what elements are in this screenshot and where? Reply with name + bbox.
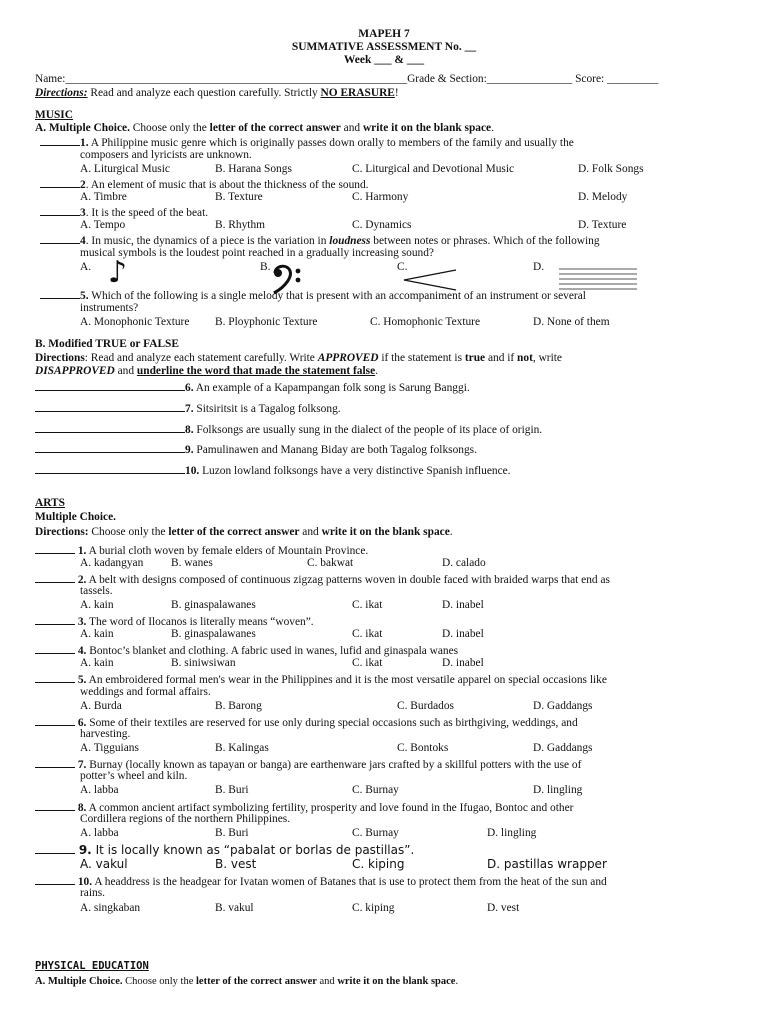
music-q5 bbox=[40, 288, 586, 303]
pe-a-text2: and bbox=[316, 976, 338, 987]
arts-q2-opt-d: D. inabel bbox=[442, 599, 484, 611]
directions-text: Read and analyze each question carefully. Strictly bbox=[87, 87, 321, 99]
disapproved-word: DISAPPROVED bbox=[35, 365, 115, 377]
arts-q2-opt-a: A. kain bbox=[80, 599, 114, 611]
tf-number: 10. bbox=[185, 465, 200, 477]
q-text: A burial cloth woven by female elders of Mountain Province. bbox=[86, 545, 369, 557]
q-text: Some of their textiles are reserved for use only during special occasions such as birthgiving, weddings, and bbox=[86, 717, 578, 729]
q-text: . In music, the dynamics of a piece is the variation in bbox=[85, 235, 330, 247]
answer-blank[interactable] bbox=[35, 672, 75, 683]
arts-q5-cont: weddings and formal affairs. bbox=[80, 686, 211, 698]
q-emph: loudness bbox=[329, 235, 371, 247]
arts-q6-opt-c: C. Bontoks bbox=[397, 742, 449, 754]
tf-text: Sitsiritsit is a Tagalog folksong. bbox=[193, 403, 341, 415]
arts-dir-bold1: letter of the correct answer bbox=[168, 526, 300, 538]
true-word: true bbox=[464, 352, 486, 364]
music-q3-opt-a: A. Tempo bbox=[80, 219, 126, 231]
tf-text: An example of a Kapampangan folk song is Sarung Banggi. bbox=[193, 382, 470, 394]
music-q5-opt-a: A. Monophonic Texture bbox=[80, 316, 190, 328]
eighth-note-icon: ♪ bbox=[108, 255, 128, 290]
music-part-b-directions bbox=[35, 352, 562, 365]
part-a-end: . bbox=[491, 122, 494, 134]
arts-q7-cont: potter’s wheel and kiln. bbox=[80, 770, 188, 782]
b-dir-label: Directions bbox=[35, 352, 85, 364]
answer-blank[interactable] bbox=[35, 874, 75, 885]
music-q1-opt-a: A. Liturgical Music bbox=[80, 163, 170, 175]
music-q1-opt-d: D. Folk Songs bbox=[578, 163, 644, 175]
answer-blank[interactable] bbox=[35, 422, 185, 433]
music-q1-opt-b: B. Harana Songs bbox=[215, 163, 292, 175]
answer-blank[interactable] bbox=[40, 177, 80, 188]
music-q3 bbox=[40, 205, 208, 220]
directions-label: Directions: bbox=[35, 87, 88, 99]
q-number: 1. bbox=[80, 137, 89, 149]
pe-a-bold2: write it on the blank space bbox=[337, 976, 456, 987]
arts-q5-opt-d: D. Gaddangs bbox=[533, 700, 593, 712]
arts-dir-end: . bbox=[449, 526, 453, 538]
arts-q4-opt-c: C. ikat bbox=[352, 657, 383, 669]
pe-part-a-directions bbox=[35, 975, 458, 988]
music-q4-opt-c: C. bbox=[397, 261, 408, 273]
tf-item-10 bbox=[35, 463, 511, 478]
tf-number: 8. bbox=[185, 424, 194, 436]
part-a-text2: and bbox=[340, 122, 363, 134]
tf-text: Pamulinawen and Manang Biday are both Tagalog folksongs. bbox=[193, 444, 477, 456]
q-text: A common ancient artifact symbolizing fertility, prosperity and love found in the Ifugao, Bontoc and other bbox=[86, 802, 574, 814]
arts-dir-bold2: write it on the blank space bbox=[321, 526, 450, 538]
pe-title: PHYSICAL EDUCATION bbox=[35, 960, 149, 972]
arts-q6-opt-a: A. Tigguians bbox=[80, 742, 139, 754]
answer-blank[interactable] bbox=[40, 205, 80, 216]
arts-q6-cont: harvesting. bbox=[80, 728, 131, 740]
arts-q2 bbox=[35, 572, 610, 587]
answer-blank[interactable] bbox=[35, 643, 75, 654]
q-text: A belt with designs composed of continuous zigzag patterns woven in double faced with braided warps that end as bbox=[86, 574, 610, 586]
music-q5-cont: instruments? bbox=[80, 302, 139, 314]
q-number: 10. bbox=[77, 876, 93, 888]
music-q1 bbox=[40, 135, 574, 150]
q-number: 5. bbox=[80, 290, 89, 302]
arts-q10-opt-d: D. vest bbox=[487, 902, 520, 914]
answer-blank[interactable] bbox=[35, 401, 185, 412]
arts-q3-opt-d: D. inabel bbox=[442, 628, 484, 640]
arts-q2-opt-c: C. ikat bbox=[352, 599, 383, 611]
music-part-b-directions-cont bbox=[35, 365, 378, 378]
pe-a-label: A. Multiple Choice. bbox=[35, 976, 123, 987]
answer-blank[interactable] bbox=[35, 614, 75, 625]
general-directions bbox=[35, 87, 399, 100]
arts-q4-opt-a: A. kain bbox=[80, 657, 114, 669]
answer-blank[interactable] bbox=[35, 543, 75, 554]
music-part-a-directions bbox=[35, 122, 494, 135]
b-dir-text3: and if bbox=[485, 352, 518, 364]
q-number: 6. bbox=[77, 717, 87, 729]
arts-q4-opt-b: B. siniwsiwan bbox=[171, 657, 236, 669]
q-number: 9. bbox=[78, 843, 92, 857]
music-q2-opt-b: B. Texture bbox=[215, 191, 263, 203]
q-number: 5. bbox=[77, 674, 87, 686]
arts-q9-opt-c: C. kiping bbox=[352, 857, 405, 871]
music-title: MUSIC bbox=[35, 109, 73, 121]
arts-q10-opt-b: B. vakul bbox=[215, 902, 254, 914]
arts-q10-opt-a: A. singkaban bbox=[80, 902, 141, 914]
arts-q1-opt-a: A. kadangyan bbox=[80, 557, 144, 569]
q-text: A Philippine music genre which is originally passes down orally to members of the family and usually the bbox=[88, 137, 574, 149]
q-text: . It is the speed of the beat. bbox=[85, 207, 209, 219]
answer-blank[interactable] bbox=[35, 843, 75, 854]
arts-q2-opt-b: B. ginaspalawanes bbox=[171, 599, 256, 611]
q-text: Bontoc’s blanket and clothing. A fabric used in wanes, lufid and ginaspala wanes bbox=[86, 645, 459, 657]
music-q4-cont: musical symbols is the loudest point reached in a gradually increasing sound? bbox=[80, 247, 434, 259]
tf-item-8 bbox=[35, 422, 542, 437]
tf-item-9 bbox=[35, 442, 477, 457]
music-q3-opt-d: D. Texture bbox=[578, 219, 627, 231]
arts-q6-opt-b: B. Kalingas bbox=[215, 742, 269, 754]
header-week: Week ___ & ___ bbox=[343, 54, 425, 66]
q-text: Which of the following is a single melody that is present with an accompaniment of an instrument or several bbox=[88, 290, 586, 302]
q-number: 2. bbox=[77, 574, 87, 586]
not-word: not bbox=[517, 352, 533, 364]
q-number: 2 bbox=[80, 179, 86, 191]
arts-title: ARTS bbox=[35, 497, 65, 509]
arts-q3 bbox=[35, 614, 314, 629]
arts-q1-opt-b: B. wanes bbox=[171, 557, 213, 569]
pe-a-bold1: letter of the correct answer bbox=[196, 976, 317, 987]
arts-directions bbox=[35, 526, 453, 539]
tf-item-6 bbox=[35, 380, 470, 395]
music-q4-opt-b: B. bbox=[260, 261, 271, 273]
music-q5-opt-d: D. None of them bbox=[533, 316, 610, 328]
q-number: 3 bbox=[80, 207, 86, 219]
arts-q7-opt-a: A. labba bbox=[80, 784, 119, 796]
arts-q8-opt-c: C. Burnay bbox=[352, 827, 399, 839]
pe-a-end: . bbox=[455, 976, 459, 987]
header-subject: MAPEH 7 bbox=[358, 28, 410, 40]
arts-q7-opt-b: B. Buri bbox=[215, 784, 249, 796]
q-text: An embroidered formal men's wear in the Philippines and it is the most versatile apparel on special occasions like bbox=[86, 674, 607, 686]
music-q3-opt-c: C. Dynamics bbox=[352, 219, 412, 231]
arts-q8-opt-a: A. labba bbox=[80, 827, 119, 839]
arts-q9-opt-b: B. vest bbox=[215, 857, 257, 871]
music-q5-opt-b: B. Ployphonic Texture bbox=[215, 316, 318, 328]
arts-q3-opt-b: B. ginaspalawanes bbox=[171, 628, 256, 640]
answer-blank[interactable] bbox=[40, 135, 80, 146]
arts-q3-opt-c: C. ikat bbox=[352, 628, 383, 640]
answer-blank[interactable] bbox=[35, 800, 75, 811]
answer-blank[interactable] bbox=[35, 463, 185, 474]
arts-q5 bbox=[35, 672, 607, 687]
q-text: It is locally known as “pabalat or borlas de pastillas”. bbox=[91, 843, 415, 857]
arts-q6-opt-d: D. Gaddangs bbox=[533, 742, 593, 754]
pe-a-text: Choose only the bbox=[122, 976, 196, 987]
q-number: 3. bbox=[77, 616, 87, 628]
answer-blank[interactable] bbox=[40, 288, 80, 299]
q-number: 4. bbox=[77, 645, 87, 657]
music-q4 bbox=[40, 233, 600, 248]
music-q2-opt-d: D. Melody bbox=[578, 191, 628, 203]
music-q2-opt-c: C. Harmony bbox=[352, 191, 409, 203]
q-number: 7. bbox=[77, 759, 87, 771]
arts-q10-cont: rains. bbox=[80, 887, 105, 899]
arts-q1-opt-d: D. calado bbox=[442, 557, 486, 569]
arts-q9-opt-a: A. vakul bbox=[80, 857, 128, 871]
music-part-b-title: B. Modified TRUE or FALSE bbox=[35, 338, 179, 350]
part-a-bold1: letter of the correct answer bbox=[209, 122, 341, 134]
music-q4-opt-a: A. bbox=[80, 261, 92, 273]
arts-q4 bbox=[35, 643, 458, 658]
arts-q7-opt-c: C. Burnay bbox=[352, 784, 399, 796]
tf-text: Luzon lowland folksongs have a very distinctive Spanish influence. bbox=[199, 465, 511, 477]
arts-q1 bbox=[35, 543, 368, 558]
answer-blank[interactable] bbox=[35, 757, 75, 768]
tf-number: 6. bbox=[185, 382, 194, 394]
tf-text: Folksongs are usually sung in the dialect of the people of its place of origin. bbox=[193, 424, 543, 436]
music-q1-cont: composers and lyricists are unknown. bbox=[80, 149, 252, 161]
arts-dir-label: Directions: bbox=[35, 526, 89, 538]
tf-item-7 bbox=[35, 401, 341, 416]
part-a-text: Choose only the bbox=[129, 122, 210, 134]
arts-q10-opt-c: C. kiping bbox=[352, 902, 395, 914]
part-a-label: A. Multiple Choice. bbox=[35, 122, 130, 134]
arts-q10 bbox=[35, 874, 607, 889]
header-assessment: SUMMATIVE ASSESSMENT No. __ bbox=[291, 41, 477, 53]
arts-q9-opt-d: D. pastillas wrapper bbox=[487, 857, 607, 871]
q-text: . An element of music that is about the thickness of the sound. bbox=[85, 179, 369, 191]
answer-blank[interactable] bbox=[35, 442, 185, 453]
answer-blank[interactable] bbox=[35, 715, 75, 726]
q-number: 4 bbox=[80, 235, 86, 247]
music-q5-opt-c: C. Homophonic Texture bbox=[370, 316, 481, 328]
music-q4-opt-d: D. bbox=[533, 261, 545, 273]
arts-q1-opt-c: C. bakwat bbox=[307, 557, 354, 569]
arts-q8-cont: Cordillera regions of the northern Philippines. bbox=[80, 813, 291, 825]
arts-q4-opt-d: D. inabel bbox=[442, 657, 484, 669]
tf-number: 7. bbox=[185, 403, 194, 415]
no-erasure: NO ERASURE bbox=[320, 87, 395, 99]
answer-blank[interactable] bbox=[40, 233, 80, 244]
music-q2 bbox=[40, 177, 369, 192]
arts-q8-opt-b: B. Buri bbox=[215, 827, 249, 839]
q-text: Burnay (locally known as tapayan or banga) are earthenware jars crafted by a skillful potters with the use of bbox=[86, 759, 582, 771]
arts-q9 bbox=[35, 843, 414, 857]
b-dir-end: . bbox=[375, 365, 379, 377]
arts-q7-opt-d: D. lingling bbox=[533, 784, 583, 796]
arts-dir-text2: and bbox=[299, 526, 322, 538]
music-q1-opt-c: C. Liturgical and Devotional Music bbox=[352, 163, 515, 175]
b-dir-text4: , write bbox=[532, 352, 562, 364]
q-text: The word of Ilocanos is literally means “woven”. bbox=[86, 616, 314, 628]
q-number: 8. bbox=[77, 802, 87, 814]
music-q3-opt-b: B. Rhythm bbox=[215, 219, 266, 231]
student-info-line: Name:____________________________________________________________Grade & Section:_______________ Score: _________ bbox=[35, 73, 659, 85]
music-q2-opt-a: A. Timbre bbox=[80, 191, 127, 203]
arts-dir-text: Choose only the bbox=[88, 526, 169, 538]
part-a-bold2: write it on the blank space bbox=[362, 122, 492, 134]
arts-q5-opt-b: B. Barong bbox=[215, 700, 262, 712]
arts-q5-opt-a: A. Burda bbox=[80, 700, 122, 712]
q-text2: between notes or phrases. Which of the following bbox=[370, 235, 600, 247]
arts-mc-title: Multiple Choice. bbox=[35, 511, 116, 523]
b-dir-text5: and bbox=[114, 365, 137, 377]
arts-q2-cont: tassels. bbox=[80, 585, 113, 597]
q-text: A headdress is the headgear for Ivatan women of Batanes that is use to protect them from the heat of the sun and bbox=[92, 876, 607, 888]
directions-end: ! bbox=[394, 87, 399, 99]
q-number: 1. bbox=[77, 545, 87, 557]
approved-word: APPROVED bbox=[317, 352, 379, 364]
arts-q5-opt-c: C. Burdados bbox=[397, 700, 454, 712]
b-dir-text: : Read and analyze each statement carefully. Write bbox=[84, 352, 318, 364]
answer-blank[interactable] bbox=[35, 380, 185, 391]
b-dir-text2: if the statement is bbox=[378, 352, 465, 364]
answer-blank[interactable] bbox=[35, 572, 75, 583]
underline-instruction: underline the word that made the statement false bbox=[136, 365, 376, 377]
arts-q3-opt-a: A. kain bbox=[80, 628, 114, 640]
tf-number: 9. bbox=[185, 444, 194, 456]
arts-q8-opt-d: D. lingling bbox=[487, 827, 537, 839]
